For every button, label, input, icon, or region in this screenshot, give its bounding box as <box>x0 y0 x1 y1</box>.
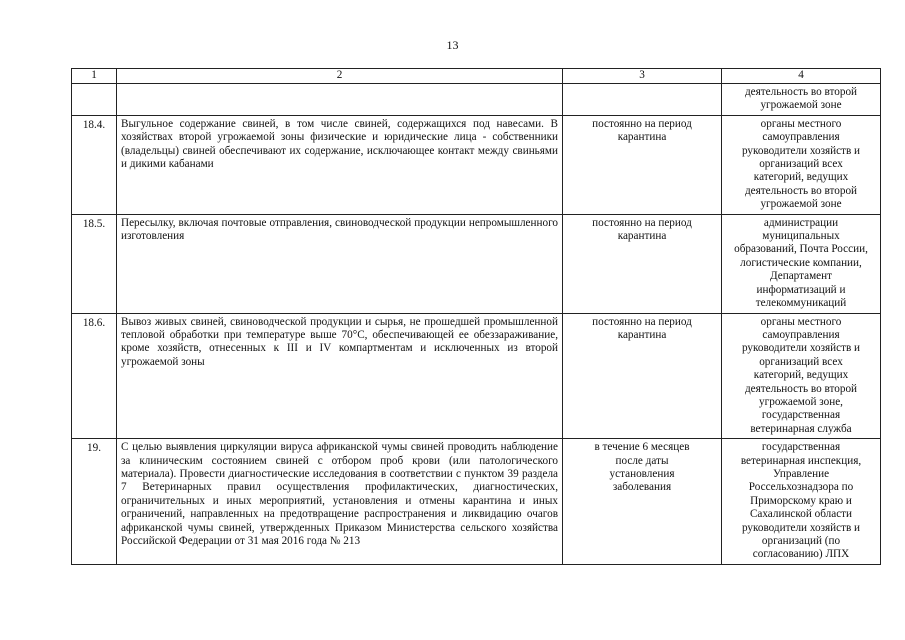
responsible-cell <box>722 84 881 116</box>
table-header-row <box>72 69 881 84</box>
row-number: 18.4. <box>72 115 117 214</box>
column-header-2: 2 <box>117 69 563 84</box>
measure-text: Выгульное содержание свиней, в том числе свиней, содержащихся под навесами. В хозяйствах второй угрожаемой зоны физические и юридические лица - собственники (владельцы) свиней обеспечивают их содержание, исключающее контакт между свиньями и дикими кабанами <box>117 115 563 214</box>
responsible-cell-line: угрожаемой зоне <box>760 198 842 211</box>
responsible-cell <box>722 439 881 565</box>
responsible-cell-line: категорий, ведущих <box>753 171 849 184</box>
responsible-cell-line: государственная <box>761 409 841 422</box>
responsible-cell-line: руководители хозяйств и <box>741 144 861 157</box>
table-row <box>72 313 881 439</box>
column-header-1: 1 <box>72 69 117 84</box>
measure-text: Вывоз живых свиней, свиноводческой продукции и сырья, не прошедшей промышленной тепловой обработки при температуре выше 70°С, обеспечивающей ее обеззараживание, кроме хозяйств, отнесенных к III и IV компартментам и исключенных из второй угрожаемой зоны <box>117 313 563 439</box>
measure-text: Пересылку, включая почтовые отправления, свиноводческой продукции непромышленного изготовления <box>117 214 563 313</box>
responsible-cell-line: организаций (по <box>761 535 841 547</box>
responsible-cell-line: организаций всех <box>759 355 843 368</box>
row-number: 18.6. <box>72 313 117 439</box>
period-cell <box>563 313 722 439</box>
period-cell-line: установления <box>609 467 675 480</box>
period-cell-line: постоянно на период <box>592 315 692 328</box>
table-row <box>72 115 881 214</box>
responsible-cell-line: Приморскому краю и <box>750 494 852 507</box>
table-body <box>72 84 881 565</box>
responsible-cell-line: телекоммуникаций <box>755 297 847 310</box>
period-cell-line: в течение 6 месяцев <box>594 441 690 454</box>
responsible-cell <box>722 115 881 214</box>
row-number <box>72 84 117 116</box>
responsible-cell-line: ветеринарная служба <box>750 422 852 435</box>
responsible-cell-line: угрожаемой зоне <box>760 99 842 112</box>
period-cell-line: карантина <box>617 131 667 144</box>
column-header-3: 3 <box>563 69 722 84</box>
responsible-cell-line: образований, Почта России, <box>734 243 868 256</box>
period-cell-line: заболевания <box>612 481 672 494</box>
responsible-cell-line: категорий, ведущих <box>753 369 849 382</box>
responsible-cell-line: руководители хозяйств и <box>741 342 861 355</box>
period-cell-line: после даты <box>615 454 669 467</box>
responsible-cell-line: согласованию) ЛПХ <box>752 548 850 561</box>
table-row <box>72 84 881 116</box>
period-cell <box>563 214 722 313</box>
responsible-cell-line: самоуправления <box>762 328 840 341</box>
page-number: 13 <box>446 38 459 52</box>
responsible-cell <box>722 214 881 313</box>
responsible-cell-line: Департамент <box>769 270 833 283</box>
row-number: 18.5. <box>72 214 117 313</box>
period-cell-line: карантина <box>617 328 667 341</box>
responsible-cell-line: органы местного <box>760 315 842 328</box>
responsible-cell-line: деятельность во второй <box>744 382 858 395</box>
responsible-cell <box>722 313 881 439</box>
period-cell-line: постоянно на период <box>592 117 692 130</box>
responsible-cell-line: Россельхознадзора по <box>748 481 854 494</box>
column-header-4: 4 <box>722 69 881 84</box>
period-cell-line: постоянно на период <box>592 216 692 229</box>
measure-text <box>117 84 563 116</box>
responsible-cell-line: администрации <box>763 216 839 229</box>
table-row <box>72 439 881 565</box>
responsible-cell-line: логистические компании, <box>740 256 862 269</box>
responsible-cell-line: угрожаемой зоне, <box>759 395 843 408</box>
period-cell <box>563 439 722 565</box>
responsible-cell-line: ветеринарная инспекция, <box>740 454 862 467</box>
row-number: 19. <box>72 439 117 565</box>
responsible-cell-line: деятельность во второй <box>744 86 858 98</box>
measures-table <box>71 68 881 565</box>
responsible-cell-line: Управление <box>772 467 830 480</box>
responsible-cell-line: государственная <box>761 441 841 454</box>
responsible-cell-line: информатизаций и <box>756 283 846 296</box>
responsible-cell-line: самоуправления <box>762 131 840 144</box>
responsible-cell-line: Сахалинской области <box>749 508 853 521</box>
table-row <box>72 214 881 313</box>
responsible-cell-line: руководители хозяйств и <box>741 521 861 534</box>
responsible-cell-line: деятельность во второй <box>744 184 858 197</box>
measure-text: С целью выявления циркуляции вируса африканской чумы свиней проводить наблюдение за клиническим состоянием свиней с отбором проб крови (или патологического материала). Провести диагностические исследования в соответствии с пунктом 39 раздела 7 Ветеринарных правил осуществления профилактических, диагностических, ограничительных и иных мероприятий, установления и отмены карантина и иных ограничений, направленных на предотвращение распространения и ликвидацию очагов африканской чумы свиней, утвержденных Приказом Министерства сельского хозяйства Российской Федерации от 31 мая 2016 года № 213 <box>117 439 563 565</box>
responsible-cell-line: организаций всех <box>759 158 843 171</box>
responsible-cell-line: органы местного <box>760 117 842 130</box>
period-cell-line: карантина <box>617 230 667 243</box>
period-cell <box>563 84 722 116</box>
period-cell <box>563 115 722 214</box>
responsible-cell-line: муниципальных <box>762 230 840 243</box>
